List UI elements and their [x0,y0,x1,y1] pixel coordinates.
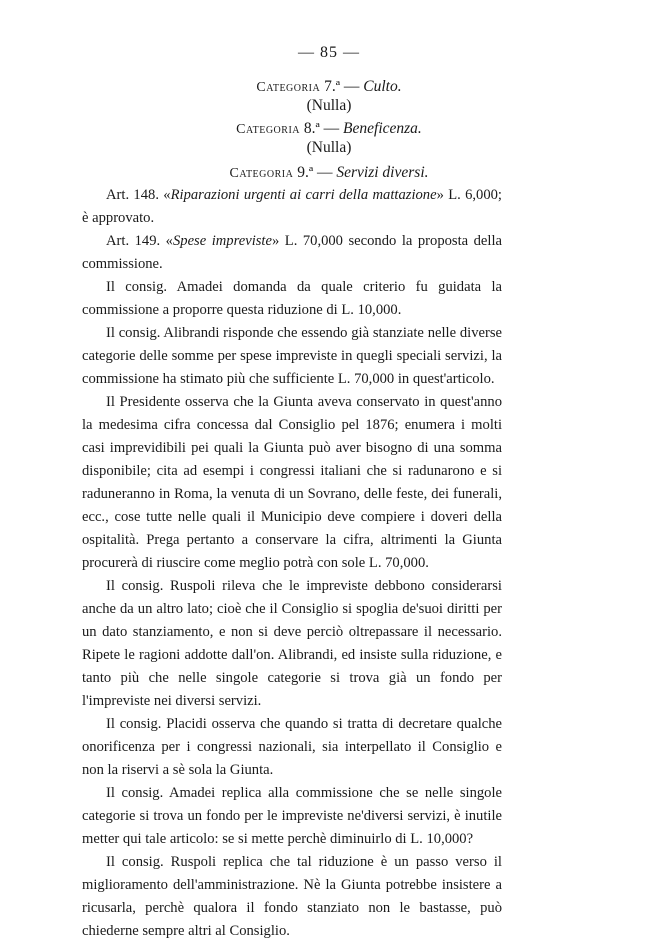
category-8-heading [0,120,658,138]
paragraph-alibrandi-reply: Il consig. Alibrandi risponde che essendo già stanziate nelle diverse categorie delle somme per spese impreviste in quegli speciali servizi, la commissione ha stimato più che sufficiente L. 70,000 in quest'articolo. [82,325,502,387]
article-149-number: Art. 149. « [106,233,173,249]
category-number: 7.ª [324,78,341,95]
article-148 [82,184,502,230]
category-7-heading [0,78,658,96]
paragraph-ruspoli: Il consig. Ruspoli rileva che le impreviste debbono considerarsi anche da un altro lato; cioè che il Consiglio si spoglia de'suoi diritti per un dato stanziamento, e non si deve perciò oltrepassare il necessario. Ripete le ragioni addotte dall'on. Alibrandi, ed insiste sulla riduzione, e tanto più che nelle singole categorie si trova già un fondo per l'impreviste nei diversi servizi. [82,578,502,709]
article-148-number: Art. 148. « [106,187,171,203]
category-number: 9.ª [297,164,314,181]
category-8-status: (Nulla) [306,139,352,156]
category-label: Categoria [236,122,301,137]
category-label: Categoria [229,166,294,181]
paragraph-amadei-question: Il consig. Amadei domanda da quale criterio fu guidata la commissione a proporre questa riduzione di L. 10,000. [82,279,502,318]
category-7-status: (Nulla) [306,97,352,114]
page-number: — 85 — [298,44,360,61]
category-name: Beneficenza. [343,120,422,137]
dash: — [323,120,340,137]
article-149 [82,230,502,276]
minutes-body [82,184,502,943]
paragraph-placidi: Il consig. Placidi osserva che quando si tratta di decretare qualche onorificenza per i congressi nazionali, sia interpellato il Consiglio e non la riservi a sè sola la Giunta. [82,716,502,778]
dash: — [317,164,333,181]
category-number: 8.ª [303,120,320,137]
category-name: Servizi diversi. [336,164,429,181]
article-149-title: Spese impreviste [172,233,272,249]
paragraph-presidente: Il Presidente osserva che la Giunta aveva conservato in quest'anno la medesima cifra concessa dal Consiglio pel 1876; enumera i molti casi imprevidibili pei quali la Giunta può aver bisogno di una somma disponibile; cita ad esempi i congressi italiani che si radunarono e si raduneranno in Roma, la venuta di un Sovrano, delle feste, dei funerali, ecc., cose tutte nelle quali il Municipio deve compiere i doveri della ospitalità. Prega pertanto a conservare la cifra, altrimenti la Giunta procurerà di riuscire come meglio potrà con sole L. 70,000. [82,394,502,571]
category-9-heading [0,164,658,182]
paragraph-ruspoli-reply: Il consig. Ruspoli replica che tal riduzione è un passo verso il miglioramento dell'amministrazione. Nè la Giunta potrebbe insistere a ricusarla, perchè qualora il fondo stanziato non le bastasse, può chiederne sempre altri al Consiglio. [82,854,502,939]
article-148-amount: » L. 6,000; è approvato. [82,187,502,226]
article-148-title: Riparazioni urgenti ai carri della mattazione [170,187,437,203]
category-name: Culto. [363,78,402,95]
article-149-amount: » L. 70,000 secondo la proposta della commissione. [82,233,502,272]
category-label: Categoria [256,80,321,95]
dash: — [343,78,360,95]
paragraph-amadei-reply: Il consig. Amadei replica alla commissione che se nelle singole categorie si trova un fondo per le impreviste ne'diversi servizi, è inutile metter qui tale articolo: se si mette perchè diminuirlo di L. 10,000? [82,785,502,847]
